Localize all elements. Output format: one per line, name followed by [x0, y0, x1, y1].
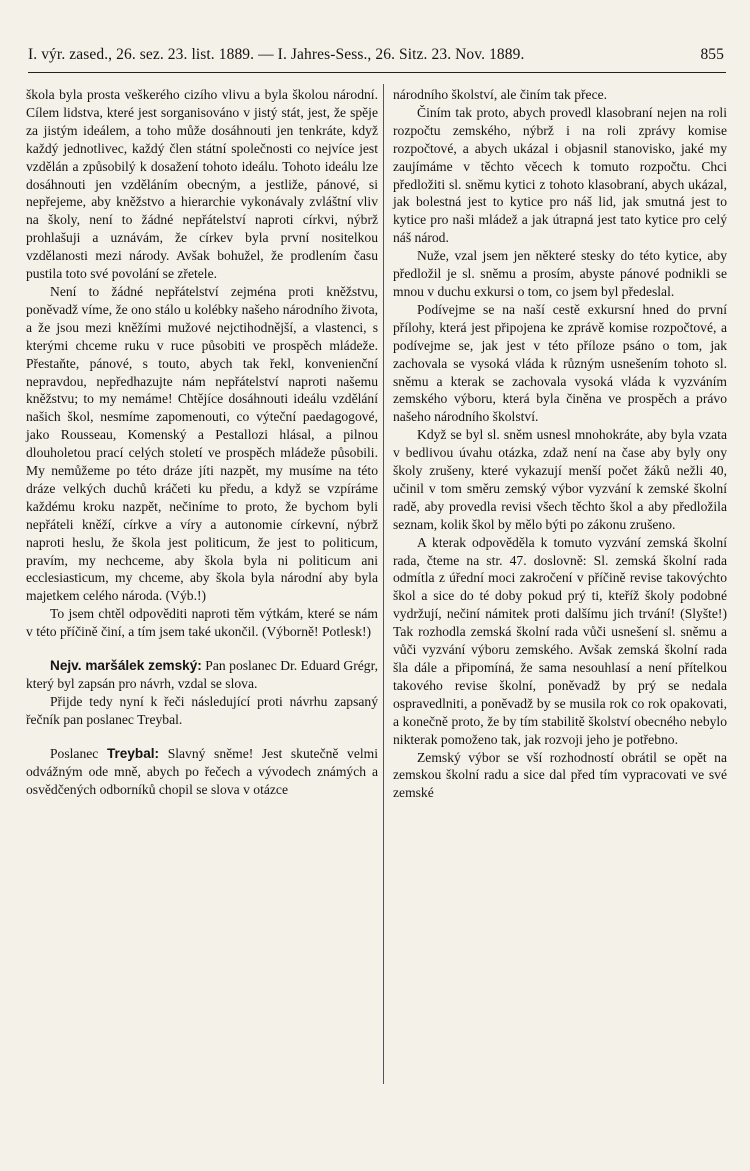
paragraph [26, 745, 378, 799]
left-column [26, 86, 378, 798]
paragraph: Přijde tedy nyní k řeči následující proti návrhu zapsaný řečník pan poslanec Treybal. [26, 693, 378, 727]
paragraph [26, 657, 378, 693]
paragraph: Činím tak proto, abych provedl klasobraní nejen na roli rozpočtu zemského, nýbrž i na roli zprávy komise rozpočtové, a abych ukázal i objasnil stanovisko, jaké my zaujímáme v těchto věcech k tomuto rozpočtu. Chci předložiti sl. sněmu kytici z tohoto klasobraní, abych ukázal, jak bolestná jest to kytice pro náš lid, jak smutná jest to kytice pro naši mládež a jak útrapná jest tato kytice pro celý náš národ. [393, 104, 727, 246]
paragraph: A kterak odpověděla k tomuto vyzvání zemská školní rada, čteme na str. 47. doslovně: Sl. zemská školní rada odmítla z úřední moci zakročení v příčině revise takovýchto škol a sice do té doby pokud prý ti, kteříž školy podobné vydržují, nečiní námitek proti dalšímu jich trvání! (Slyšte!) Tak rozhodla zemská školní rada vůči usnešení sl. sněmu a vůči vyzvání výboru zemského. Avšak zemská školní rada šla dále a připomíná, že sama nesouhlasí a není přítelkou takového revise školní, poněvadž by prý se nedala ospravedlniti, a poněvadž by se musila rok co rok opakovati, a konečně proto, že by tím stabilitě školství obecného nebylo nikterak pomoženo tak, jak rozvoji jeho je potřebno. [393, 534, 727, 747]
page-number: 855 [700, 46, 724, 63]
session-header: I. výr. zased., 26. sez. 23. list. 1889. — I. Jahres-Sess., 26. Sitz. 23. Nov. 1889. [28, 46, 525, 63]
page-header [28, 42, 726, 68]
paragraph-text: Pan poslanec Dr. Eduard Grégr, který byl zapsán pro návrh, vzdal se slova. [26, 658, 378, 691]
right-column [393, 86, 727, 802]
paragraph: Podívejme se na naší cestě exkursní hned do první přílohy, která jest připojena ke zprávě komise rozpočtové, a podívejme se, jak jest v této příloze psáno o tom, jak zachovala se vysoká vláda k různým usnešením tohoto sl. sněmu a kterak se zachovala vysoká vláda k vyzváním zemského výboru, která byla činěna ve prospěch a právo našeho národního školství. [393, 301, 727, 425]
column-divider [383, 84, 384, 1084]
speaker-name: Nejv. maršálek zemský: [50, 658, 202, 674]
paragraph-text: Slavný sněme! Jest skutečně velmi odvážným ode mně, abych po řečech a vývodech známých a osvědčených odborníků chopil se slova v otázce [26, 745, 378, 797]
paragraph: národního školství, ale činím tak přece. [393, 87, 608, 102]
speaker-name: Treybal: [106, 745, 160, 761]
speaker-title: Poslanec [50, 745, 99, 761]
paragraph: Nuže, vzal jsem jen některé stesky do této kytice, aby předložil je sl. sněmu a prosím, abyste pánové podnikli se mnou v duchu exkursi o tom, co jsem byl předeslal. [393, 248, 727, 299]
paragraph: škola byla prosta veškerého cizího vlivu a byla školou národní. Cílem lidstva, které jest sorganisováno v jistý stát, jest, že spěje za jistým ideálem, a toho může dosáhnouti jen tenkráte, když každý jednotlivec, každý člen státní společnosti co nejvíce jest vzdělán a způsobilý k dosažení tohoto ideálu. Tohoto ideálu lze dosáhnouti jen vzděláním obecným, a jestliže, pánové, si nepřejeme, aby kněžstvo a hierarchie vykonávaly zvláštní vliv na školy, není to žádné nepřátelství naproti církvi, nýbrž prohlašuji a uznávám, že církev byla první nositelkou vzdělanosti mezi národy. Avšak bohužel, že prodlením času pustila toto své povolání se zřetele. [26, 87, 378, 282]
paragraph: Zemský výbor se vší rozhodností obrátil se opět na zemskou školní radu a sice dal před tím vypracovati ve své zemské [393, 749, 727, 801]
paragraph: To jsem chtěl odpověditi naproti těm výtkám, které se nám v této příčině činí, a tím jsem také ukončil. (Výborně! Potlesk!) [26, 606, 378, 640]
paragraph: Když se byl sl. sněm usnesl mnohokráte, aby byla vzata v bedlivou úvahu otázka, zdaž není na čase aby byly ony školy zrušeny, které vykazují menší počet žáků nežli 40, učinil v tom směru zemský výbor vyzvání k zemské školní radě, aby provedla revisi všech těchto škol a aby předložila seznam, kolik škol by mělo býti po zákonu zrušeno. [393, 427, 727, 532]
paragraph: Není to žádné nepřátelství zejména proti kněžstvu, poněvadž víme, že ono stálo u kolébky našeho národního života, a že jsou mezi kněžími mužové nejctihodnější, a vlastenci, s kterými chceme ruku v ruce působiti ve prospěch mládeže. Přestaňte, pánové, s touto, abych tak řekl, konvenienční nepravdou, nepředhazujte nám nepřátelství naproti našemu kněžstvu; to my nemáme! Chtějíce dosáhnouti ideálu vzdělání našich škol, nesmíme zapomenouti, co výteční paedagogové, jako Rousseau, Komenský a Pestallozi hlásal, a pilnou dlouholetou prací celých století ve prospěch mládeže působili. My nemůžeme po této dráze jíti nazpět, my musíme na této dráze velkých duchů kráčeti ku předu, a když se vzpíráme každému kroku nazpět, nečiníme to proto, že bychom byli nepřáteli kněží, církve a víry a autonomie církevní, nýbrž naproti heslu, že škola jest politicum, že jest to politicum, pravím, my nechceme, aby škola byla ni politicum ani ecclesiasticum, my chceme, aby škola byla národní aby byla majetkem celého národa. (Výb.!) [26, 283, 378, 604]
header-rule [28, 72, 726, 73]
